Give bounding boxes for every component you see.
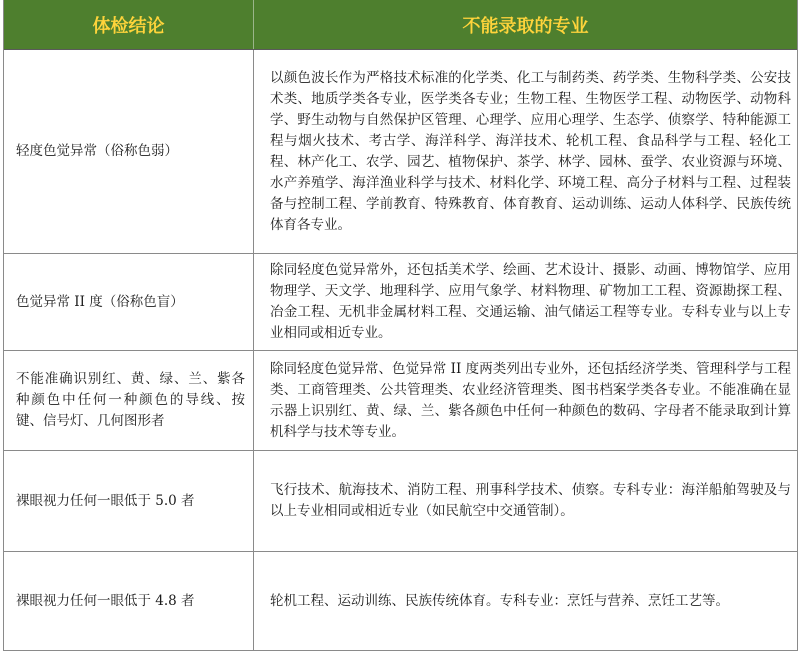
majors-cell bbox=[254, 351, 797, 450]
table-header bbox=[4, 0, 797, 50]
conclusion-text: 不能准确识别红、黄、绿、兰、紫各种颜色中任何一种颜色的导线、按键、信号灯、几何图形者 bbox=[16, 371, 245, 429]
conclusion-cell bbox=[4, 254, 254, 350]
header-majors: 不能录取的专业 bbox=[462, 15, 589, 37]
conclusion-cell bbox=[4, 50, 254, 253]
conclusion-text: 裸眼视力任何一眼低于 5.0 者 bbox=[16, 492, 195, 509]
table-row bbox=[4, 50, 797, 254]
table-row bbox=[4, 254, 797, 351]
table-row bbox=[4, 351, 797, 451]
conclusion-text: 色觉异常 II 度（俗称色盲） bbox=[16, 293, 184, 310]
majors-cell bbox=[254, 552, 797, 650]
conclusion-text: 轻度色觉异常（俗称色弱） bbox=[16, 143, 178, 159]
medical-restrictions-table bbox=[3, 0, 798, 651]
conclusion-cell bbox=[4, 451, 254, 551]
conclusion-cell bbox=[4, 351, 254, 450]
conclusion-cell bbox=[4, 552, 254, 650]
majors-text: 以颜色波长作为严格技术标准的化学类、化工与制药类、药学类、生物科学类、公安技术类、地质学类各专业，医学类各专业；生物工程、生物医学工程、动物医学、动物科学、野生动物与自然保护区管理、心理学、应用心理学、生态学、侦察学、特种能源工程与烟火技术、考古学、海洋科学、海洋技术、轮机工程、食品科学与工程、轻化工程、林产化工、农学、园艺、植物保护、茶学、林学、园林、蚕学、农业资源与环境、水产养殖学、海洋渔业科学与技术、材料化学、环境工程、高分子材料与工程、过程装备与控制工程、学前教育、特殊教育、体育教育、运动训练、运动人体科学、民族传统体育各专业。 bbox=[270, 69, 791, 233]
majors-text: 除同轻度色觉异常外，还包括美术学、绘画、艺术设计、摄影、动画、博物馆学、应用物理学、天文学、地理科学、应用气象学、材料物理、矿物加工工程、资源勘探工程、冶金工程、无机非金属材料工程、交通运输、油气储运工程等专业。专科专业与以上专业相同或相近专业。 bbox=[270, 262, 791, 341]
majors-text: 轮机工程、运动训练、民族传统体育。专科专业：烹饪与营养、烹饪工艺等。 bbox=[270, 592, 729, 609]
majors-text: 飞行技术、航海技术、消防工程、刑事科学技术、侦察。专科专业：海洋船舶驾驶及与以上专业相同或相近专业（如民航空中交通管制）。 bbox=[270, 482, 791, 519]
majors-text: 除同轻度色觉异常、色觉异常 II 度两类列出专业外，还包括经济学类、管理科学与工程类、工商管理类、公共管理类、农业经济管理类、图书档案学类各专业。不能准确在显示器上识别红、黄、绿、兰、紫各颜色中任何一种颜色的数码、字母者不能录取到计算机科学与技术等专业。 bbox=[270, 360, 791, 440]
table-row bbox=[4, 552, 797, 651]
majors-cell bbox=[254, 50, 797, 253]
majors-cell bbox=[254, 254, 797, 350]
conclusion-text: 裸眼视力任何一眼低于 4.8 者 bbox=[16, 592, 195, 609]
header-conclusion: 体检结论 bbox=[4, 0, 254, 49]
majors-cell bbox=[254, 451, 797, 551]
table-row bbox=[4, 451, 797, 552]
